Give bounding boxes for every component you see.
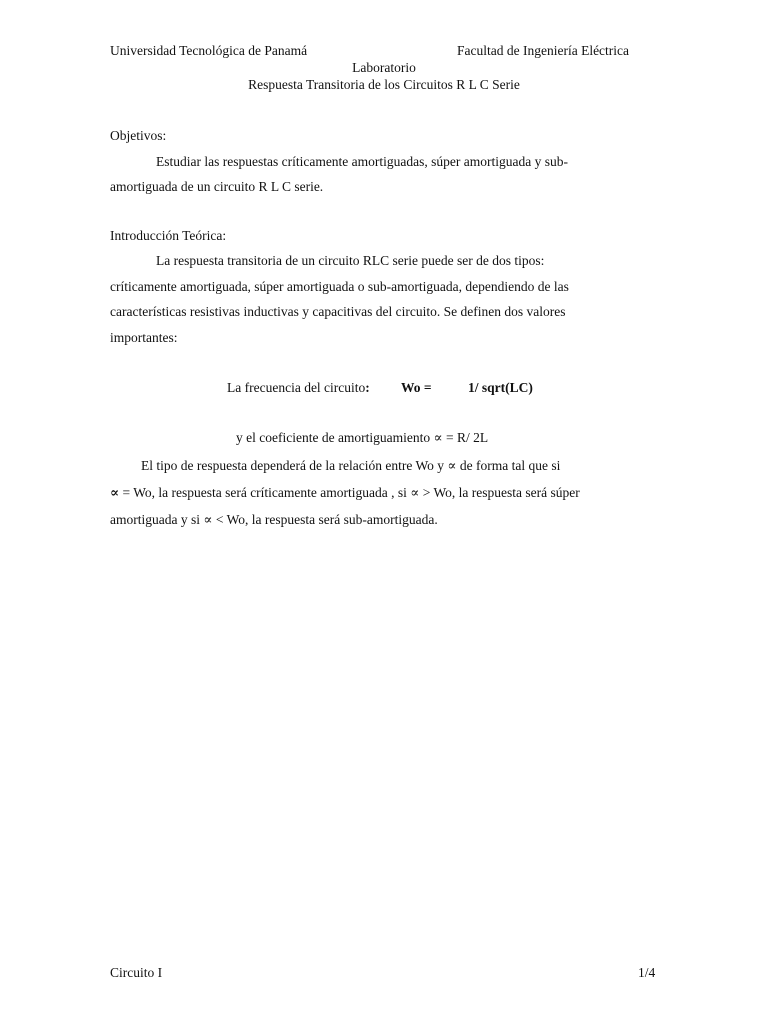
response-type-line1: El tipo de respuesta dependerá de la relación entre Wo y ∝ de forma tal que si: [141, 458, 561, 473]
intro-line4: importantes:: [110, 330, 178, 345]
frequency-label: La frecuencia del circuito: [227, 380, 366, 395]
frequency-symbol: Wo =: [401, 380, 432, 395]
frequency-formula-line: [227, 380, 370, 396]
response-type-line2-text: = Wo, la respuesta será críticamente amortiguada , si ∝ > Wo, la respuesta será súper: [119, 485, 580, 500]
objetivos-heading: Objetivos:: [110, 128, 167, 143]
intro-line2: críticamente amortiguada, súper amortiguada o sub-amortiguada, dependiendo de las: [110, 279, 569, 294]
intro-line3: características resistivas inductivas y capacitivas del circuito. Se definen dos valores: [110, 304, 566, 319]
response-type-line2: [110, 485, 580, 501]
frequency-colon: :: [365, 380, 370, 395]
damping-coefficient-line: y el coeficiente de amortiguamiento ∝ = R/ 2L: [236, 430, 489, 445]
document-title-line2: Respuesta Transitoria de los Circuitos R L C Serie: [248, 77, 520, 92]
header-faculty: Facultad de Ingeniería Eléctrica: [457, 43, 630, 58]
objetivos-line2: amortiguada de un circuito R L C serie.: [110, 179, 324, 194]
intro-line1: La respuesta transitoria de un circuito RLC serie puede ser de dos tipos:: [156, 253, 545, 268]
alpha-symbol: ∝: [110, 485, 120, 500]
objetivos-line1: Estudiar las respuestas críticamente amortiguadas, súper amortiguada y sub-: [156, 154, 568, 169]
footer-course: Circuito I: [110, 965, 163, 980]
frequency-formula: 1/ sqrt(LC): [468, 380, 533, 395]
response-type-line3: amortiguada y si ∝ < Wo, la respuesta será sub-amortiguada.: [110, 512, 438, 527]
footer-page-number: 1/4: [638, 965, 656, 980]
intro-heading: Introducción Teórica:: [110, 228, 227, 243]
header-university: Universidad Tecnológica de Panamá: [110, 43, 308, 58]
document-title-line1: Laboratorio: [352, 60, 416, 75]
